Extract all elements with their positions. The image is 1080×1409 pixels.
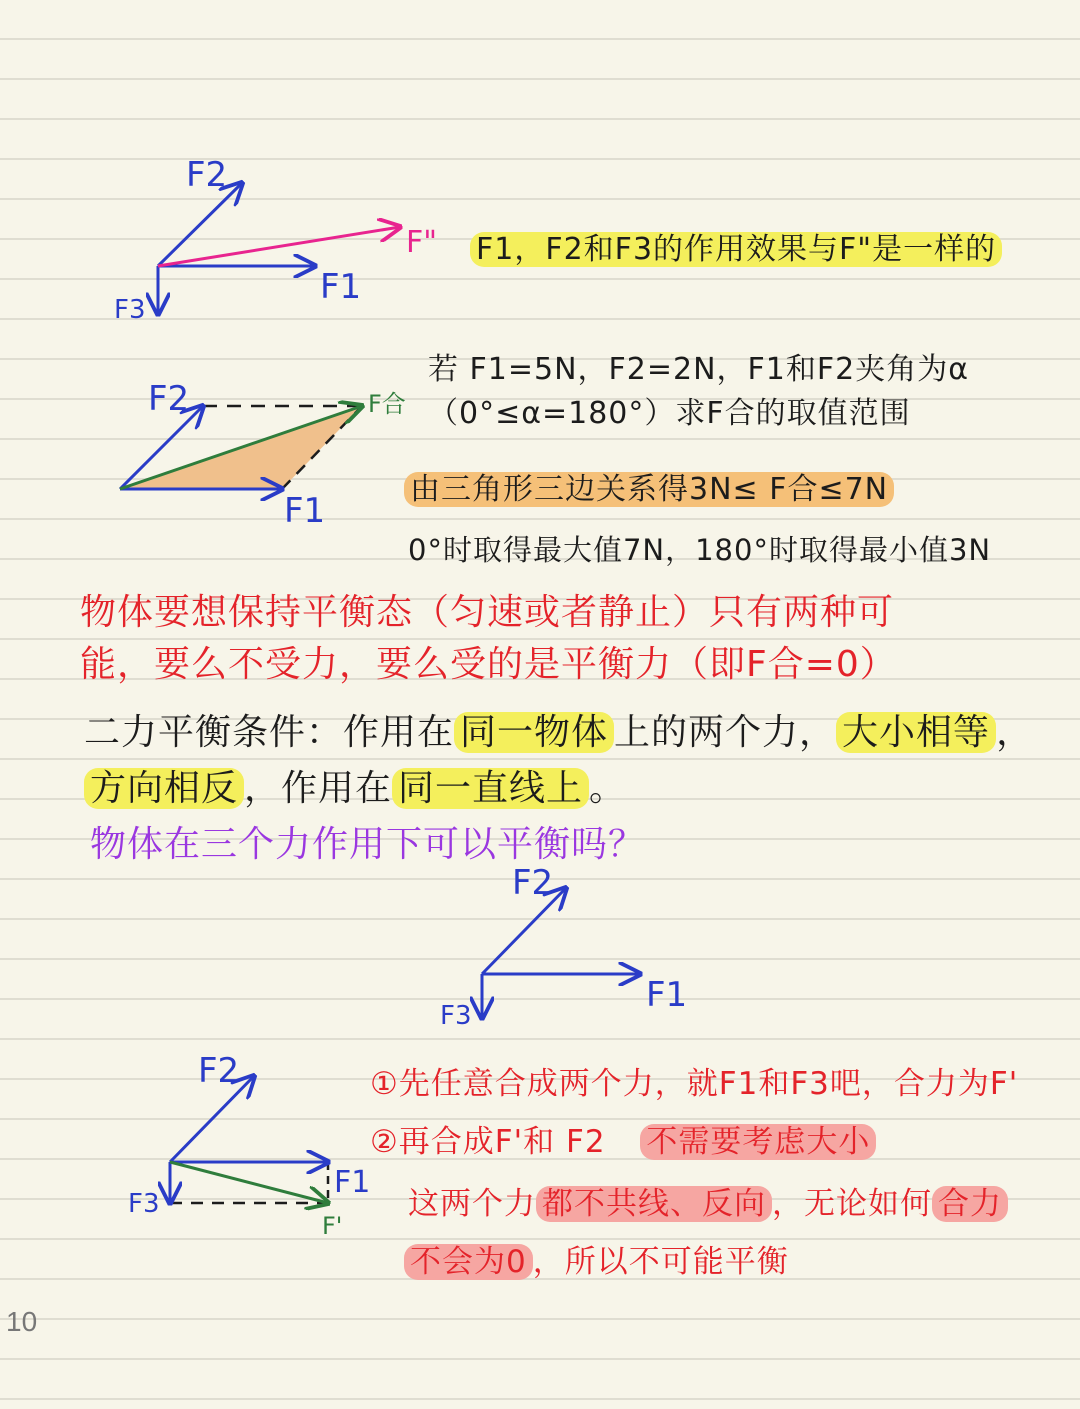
step-3-text: ，无论如何 bbox=[772, 1186, 932, 1222]
f1-label: F1 bbox=[284, 491, 326, 531]
triangle-relation bbox=[404, 464, 894, 508]
step-3-text: 这两个力 bbox=[408, 1186, 536, 1222]
three-force-question: 物体在三个力作用下可以平衡吗？ bbox=[90, 824, 646, 865]
step-1: ①先任意合成两个力，就F1和F3吧，合力为F' bbox=[370, 1066, 1019, 1102]
balance-line-2: 能，要么不受力，要么受的是平衡力（即F合=0） bbox=[80, 644, 897, 685]
f-prime-vector bbox=[170, 1162, 328, 1203]
balance-line-1: 物体要想保持平衡态（匀速或者静止）只有两种可 bbox=[80, 592, 895, 633]
page-number: 10 bbox=[6, 1306, 38, 1337]
step-3-resultant: 合力 bbox=[932, 1186, 1008, 1222]
f1-label: F1 bbox=[334, 1165, 371, 1200]
step-2-note: 不需要考虑大小 bbox=[640, 1124, 876, 1160]
f-prime-label: F' bbox=[322, 1212, 343, 1240]
condition-same-line: 同一直线上 bbox=[392, 768, 589, 809]
f2-label: F2 bbox=[198, 1051, 240, 1091]
f1-label: F1 bbox=[646, 975, 688, 1015]
condition-text: 上的两个力， bbox=[614, 712, 837, 753]
fhe-label: F合 bbox=[368, 390, 406, 418]
note-equivalent-effect bbox=[470, 224, 1002, 268]
f2-label: F2 bbox=[186, 155, 228, 195]
condition-text: ， bbox=[996, 712, 1034, 753]
diagram-1 bbox=[114, 155, 437, 325]
step-4-text: ，所以不可能平衡 bbox=[532, 1244, 789, 1280]
f3-label: F3 bbox=[114, 295, 146, 325]
step-4 bbox=[404, 1236, 789, 1281]
condition-text: ，作用在 bbox=[244, 768, 393, 809]
f3-label: F3 bbox=[128, 1189, 160, 1219]
step-2-text: ②再合成F'和 F2 bbox=[370, 1124, 606, 1160]
diagram-2 bbox=[120, 379, 406, 531]
diagram-3 bbox=[440, 863, 687, 1031]
two-force-condition-line-1 bbox=[84, 704, 1033, 755]
condition-same-object: 同一物体 bbox=[454, 712, 614, 753]
note-1-highlight: F1，F2和F3的作用效果与F"是一样的 bbox=[470, 232, 1002, 267]
step-2 bbox=[370, 1116, 876, 1161]
problem-line-2: （0°≤α=180°）求F合的取值范围 bbox=[428, 396, 911, 431]
f-double-prime-vector bbox=[158, 227, 400, 266]
f-double-prime-label: F" bbox=[406, 225, 438, 260]
f2-label: F2 bbox=[512, 863, 554, 903]
step-3 bbox=[408, 1178, 1008, 1223]
extreme-values: 0°时取得最大值7N，180°时取得最小值3N bbox=[408, 533, 992, 567]
condition-equal-magnitude: 大小相等 bbox=[836, 712, 996, 753]
f1-label: F1 bbox=[320, 267, 362, 307]
diagram-4 bbox=[128, 1051, 370, 1240]
condition-opposite-direction: 方向相反 bbox=[84, 768, 244, 809]
two-force-condition-line-2 bbox=[84, 760, 626, 811]
problem-line-1: 若 F1=5N，F2=2N，F1和F2夹角为α bbox=[428, 352, 970, 387]
f2-label: F2 bbox=[148, 379, 190, 419]
step-3-not-collinear: 都不共线、反向 bbox=[536, 1186, 772, 1222]
condition-text: 二力平衡条件：作用在 bbox=[84, 712, 455, 753]
f3-label: F3 bbox=[440, 1001, 472, 1031]
condition-text: 。 bbox=[589, 768, 627, 809]
triangle-relation-highlight: 由三角形三边关系得3N≤ F合≤7N bbox=[404, 472, 894, 507]
step-4-not-zero: 不会为0 bbox=[404, 1244, 533, 1280]
